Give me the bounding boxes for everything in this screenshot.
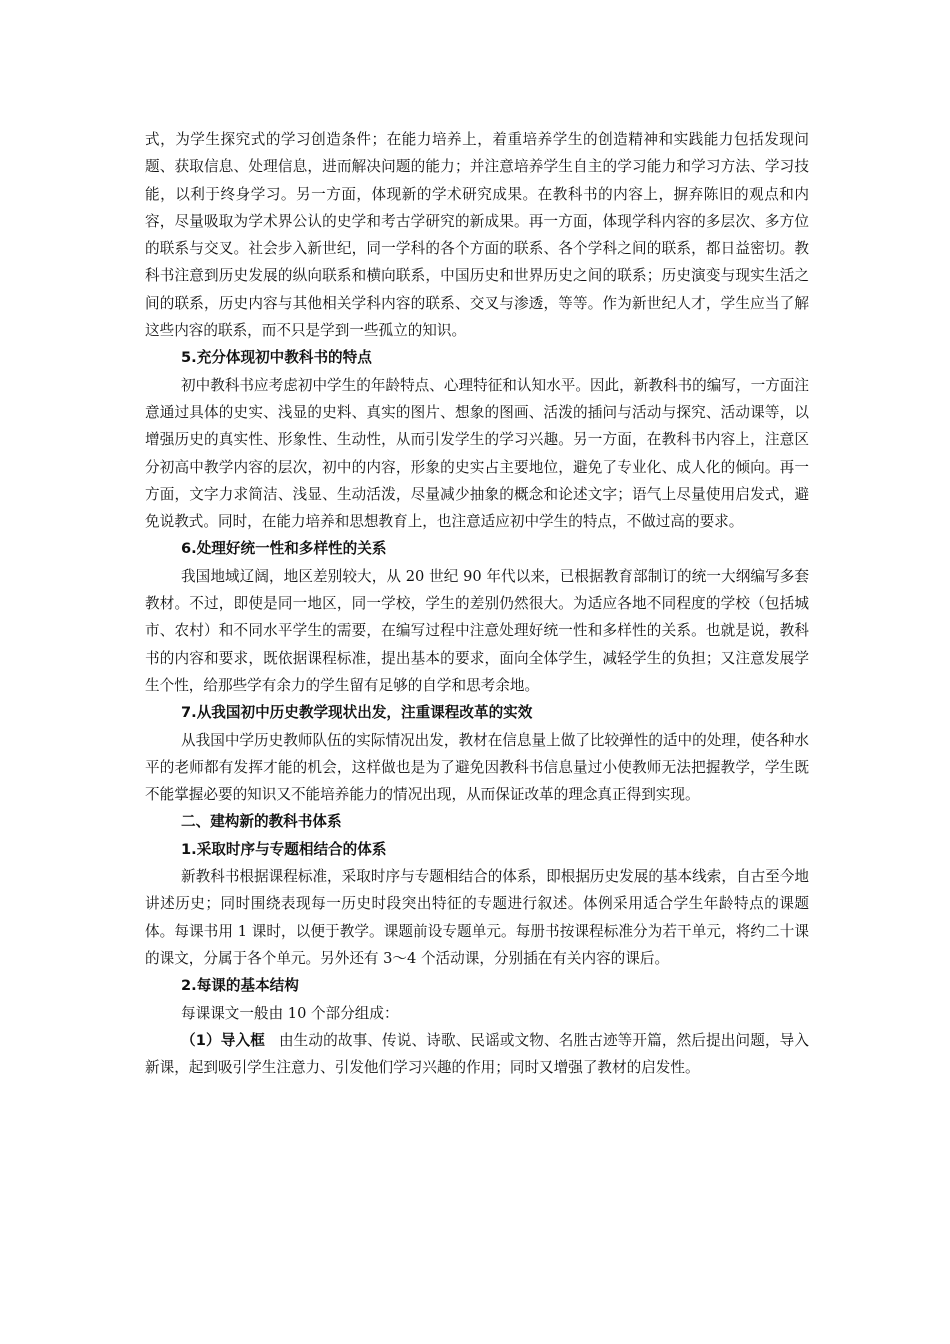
section-heading: 2.每课的基本结构 — [181, 977, 299, 995]
section-heading: 6.处理好统一性和多样性的关系 — [181, 540, 387, 558]
body-paragraph: 我国地域辽阔，地区差别较大，从 20 世纪 90 年代以来，已根据教育部制订的统一大纲编写多套教材。不过，即使是同一地区，同一学校，学生的差别仍然很大。为适应各地不同程度的学校（包括城市、农村）和不同水平学生的需要，在编写过程中注意处理好统一性和多样性的关系。也就是说，教科书的内容和要求，既依据课程标准，提出基本的要求，面向全体学生，减轻学生的负担；又注意发展学生个性，给那些学有余力的学生留有足够的自学和思考余地。 — [145, 567, 809, 694]
section-heading: 5.充分体现初中教科书的特点 — [181, 349, 372, 367]
body-paragraph: 式，为学生探究式的学习创造条件；在能力培养上，着重培养学生的创造精神和实践能力包括发现问题、获取信息、处理信息，进而解决问题的能力；并注意培养学生自主的学习能力和学习方法、学习技能，以利于终身学习。另一方面，体现新的学术研究成果。在教科书的内容上，摒弃陈旧的观点和内容，尽量吸取为学术界公认的史学和考古学研究的新成果。再一方面，体现学科内容的多层次、多方位的联系与交叉。社会步入新世纪，同一学科的各个方面的联系、各个学科之间的联系，都日益密切。教科书注意到历史发展的纵向联系和横向联系，中国历史和世界历史之间的联系；历史演变与现实生活之间的联系，历史内容与其他相关学科内容的联系、交叉与渗透，等等。作为新世纪人才，学生应当了解这些内容的联系，而不只是学到一些孤立的知识。 — [145, 131, 809, 340]
section-heading: 7.从我国初中历史教学现状出发，注重课程改革的实效 — [181, 704, 533, 722]
list-item-text: 由生动的故事、传说、诗歌、民谣或文物、名胜古迹等开篇，然后提出问题，导入新课，起到吸引学生注意力、引发他们学习兴趣的作用；同时又增强了教材的启发性。 — [145, 1031, 809, 1077]
body-paragraph: 初中教科书应考虑初中学生的年龄特点、心理特征和认知水平。因此，新教科书的编写，一方面注意通过具体的史实、浅显的史料、真实的图片、想象的图画、活泼的插问与活动与探究、活动课等，以增强历史的真实性、形象性、生动性，从而引发学生的学习兴趣。另一方面，在教科书内容上，注意区分初高中教学内容的层次，初中的内容，形象的史实占主要地位，避免了专业化、成人化的倾向。再一方面，文字力求简洁、浅显、生动活泼，尽量减少抽象的概念和论述文字；语气上尽量使用启发式，避免说教式。同时，在能力培养和思想教育上，也注意适应初中学生的特点，不做过高的要求。 — [145, 376, 809, 531]
section-heading: 1.采取时序与专题相结合的体系 — [181, 840, 387, 858]
body-paragraph: 每课课文一般由 10 个部分组成： — [181, 1004, 399, 1022]
body-paragraph: 新教科书根据课程标准，采取时序与专题相结合的体系，即根据历史发展的基本线索，自古至今地讲述历史；同时围绕表现每一历史时段突出特征的专题进行叙述。体例采用适合学生年龄特点的课题体。每课书用 1 课时，以便于教学。课题前设专题单元。每册书按课程标准分为若干单元，将约二十课的课文，分属于各个单元。另外还有 3～4 个活动课，分别插在有关内容的课后。 — [145, 868, 809, 967]
document-page — [145, 126, 809, 1081]
list-item-label: （1）导入框 — [181, 1031, 265, 1049]
body-paragraph: 从我国中学历史教师队伍的实际情况出发，教材在信息量上做了比较弹性的适中的处理，使各种水平的老师都有发挥才能的机会，这样做也是为了避免因教科书信息量过小使教师无法把握教学，学生既不能掌握必要的知识又不能培养能力的情况出现，从而保证改革的理念真正得到实现。 — [145, 731, 809, 804]
chapter-heading: 二、建构新的教科书体系 — [181, 813, 342, 831]
list-item — [145, 1027, 809, 1082]
